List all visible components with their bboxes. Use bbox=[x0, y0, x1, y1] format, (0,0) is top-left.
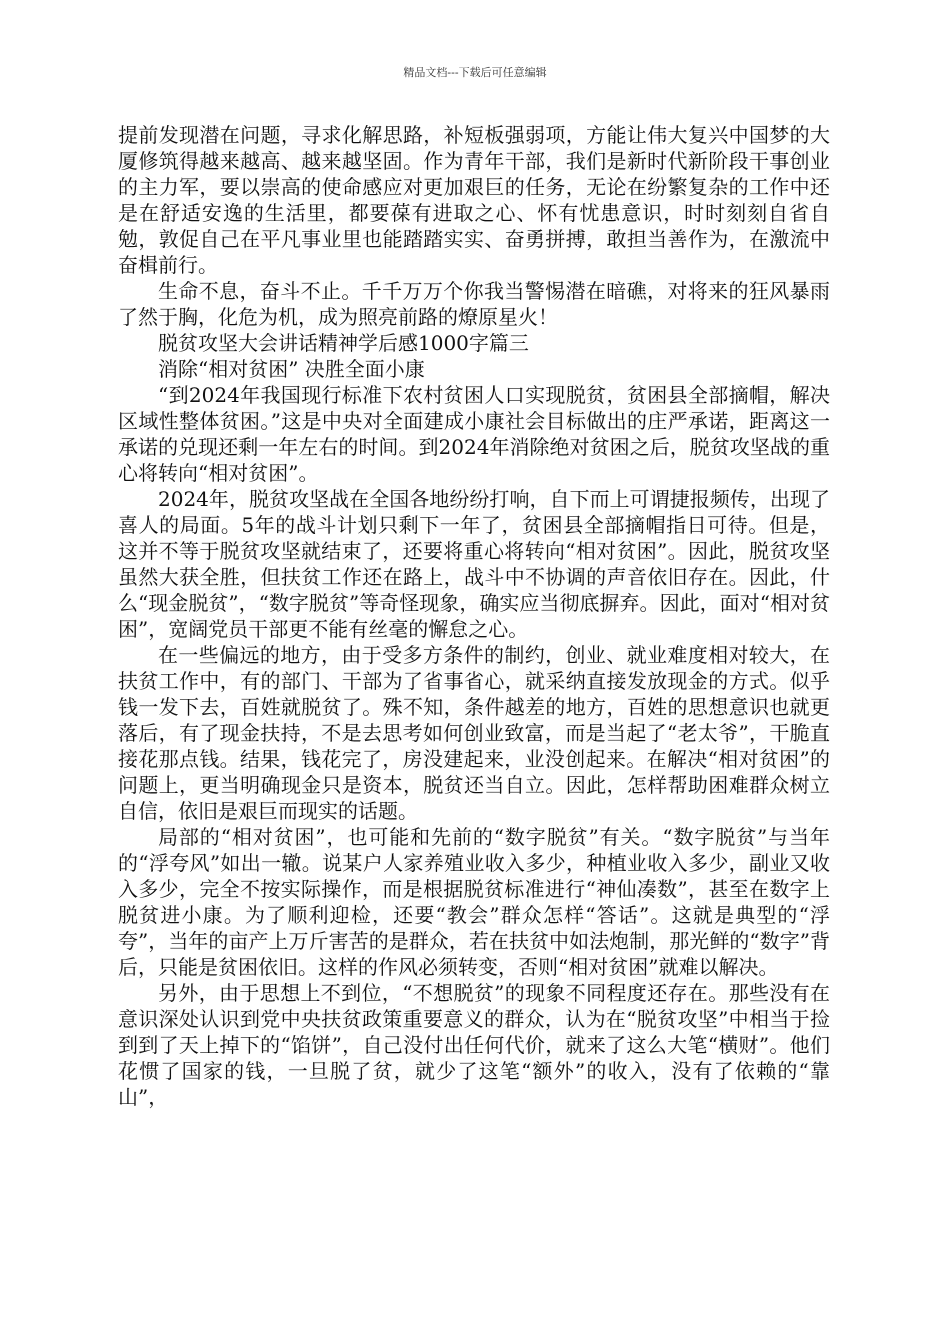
paragraph-2024: 2024年，脱贫攻坚战在全国各地纷纷打响，自下而上可谓捷报频传，出现了喜人的局面。5年的战斗计划只剩下一年了，贫困县全部摘帽指日可待。但是，这并不等于脱贫攻坚就结束了，还要将重心将转向“相对贫困”。因此，脱贫攻坚虽然大获全胜，但扶贫工作还在路上，战斗中不协调的声音依旧存在。因此，什么“现金脱贫”，“数字脱贫”等奇怪现象，确实应当彻底摒弃。因此，面对“相对贫困”，宽阔党员干部更不能有丝毫的懈怠之心。 bbox=[118, 487, 830, 641]
section-subtitle: 消除“相对贫困” 决胜全面小康 bbox=[158, 357, 425, 381]
paragraph-continuation: 提前发现潜在问题，寻求化解思路，补短板强弱项，方能让伟大复兴中国梦的大厦修筑得越来越高、越来越坚固。作为青年干部，我们是新时代新阶段干事创业的主力军，要以崇高的使命感应对更加艰巨的任务，无论在纷繁复杂的工作中还是在舒适安逸的生活里，都要葆有进取之心、怀有忧患意识，时时刻刻自省自勉，敦促自己在平凡事业里也能踏踏实实、奋勇拼搏，敢担当善作为，在激流中奋楫前行。 bbox=[118, 123, 830, 277]
paragraph-mindset: 另外，由于思想上不到位，“不想脱贫”的现象不同程度还存在。那些没有在意识深处认识到党中央扶贫政策重要意义的群众，认为在“脱贫攻坚”中相当于捡到到了天上掉下的“馅饼”，自己没付出任何代价，就来了这么大笔“横财”。他们花惯了国家的钱，一旦脱了贫，就少了这笔“额外”的收入，没有了依赖的“靠山”， bbox=[118, 981, 830, 1109]
paragraph-digital-poverty: 局部的“相对贫困”，也可能和先前的“数字脱贫”有关。“数字脱贫”与当年的“浮夸风”如出一辙。说某户人家养殖业收入多少，种植业收入多少，副业又收入多少，完全不按实际操作，而是根据脱贫标准进行“神仙凑数”，甚至在数字上脱贫进小康。为了顺利迎检，还要“教会”群众怎样“答话”。这就是典型的“浮夸”，当年的亩产上万斤害苦的是群众，若在扶贫中如法炮制，那光鲜的“数字”背后，只能是贫困依旧。这样的作风必须转变，否则“相对贫困”就难以解决。 bbox=[118, 825, 830, 979]
document-body bbox=[118, 122, 830, 1110]
paragraph-life-struggle: 生命不息，奋斗不止。千千万万个你我当警惕潜在暗礁，对将来的狂风暴雨了然于胸，化危为机，成为照亮前路的燎原星火！ bbox=[118, 279, 830, 329]
section-title: 脱贫攻坚大会讲话精神学后感1000字篇三 bbox=[158, 331, 529, 355]
paragraph-remote-areas: 在一些偏远的地方，由于受多方条件的制约，创业、就业难度相对较大，在扶贫工作中，有的部门、干部为了省事省心，就采纳直接发放现金的方式。似乎钱一发下去，百姓就脱贫了。殊不知，条件越差的地方，百姓的思想意识也就更落后，有了现金扶持，不是去思考如何创业致富，而是当起了“老太爷”，干脆直接花那点钱。结果，钱花完了，房没建起来，业没创起来。在解决“相对贫困”的问题上，更当明确现金只是资本，脱贫还当自立。因此，怎样帮助困难群众树立自信，依旧是艰巨而现实的话题。 bbox=[118, 643, 830, 823]
paragraph-commitment: “到2024年我国现行标准下农村贫困人口实现脱贫，贫困县全部摘帽，解决区域性整体贫困。”这是中央对全面建成小康社会目标做出的庄严承诺，距离这一承诺的兑现还剩一年左右的时间。到2024年消除绝对贫困之后，脱贫攻坚战的重心将转向“相对贫困”。 bbox=[118, 383, 830, 485]
page-header: 精品文档---下载后可任意编辑 bbox=[403, 66, 547, 79]
